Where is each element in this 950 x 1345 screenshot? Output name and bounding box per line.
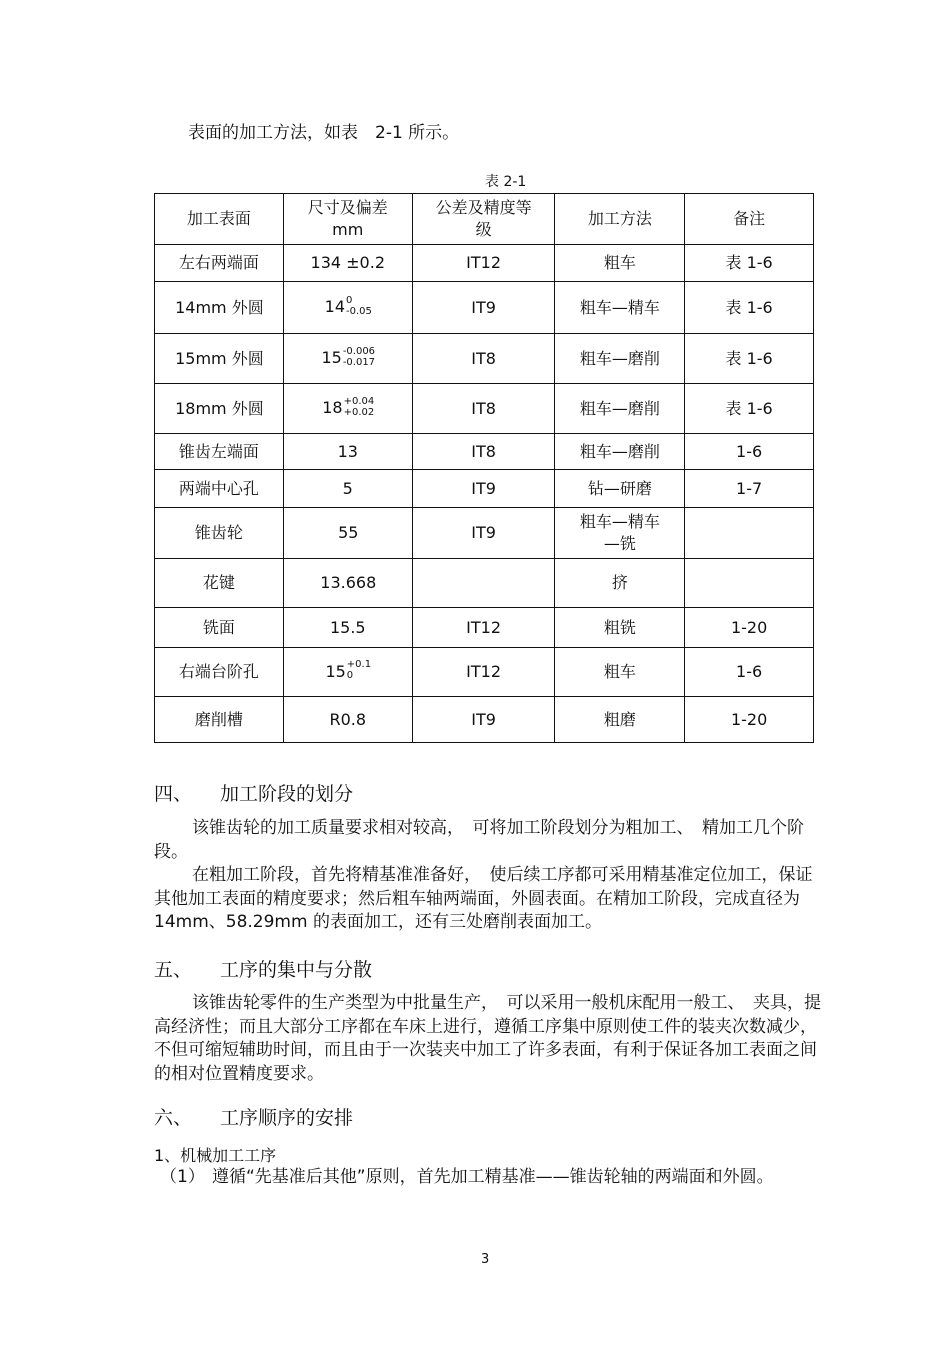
cell-grade: IT9 <box>412 697 555 743</box>
cell-surface: 铣面 <box>155 608 284 648</box>
cell-note: 1-20 <box>685 608 814 648</box>
cell-grade: IT8 <box>412 334 555 384</box>
cell-note: 表 1-6 <box>685 334 814 384</box>
cell-method: 粗车—精车 —铣 <box>555 508 685 559</box>
cell-method: 粗车—精车 <box>555 282 685 334</box>
table-row <box>155 697 814 743</box>
cell-size: 15 +0.1 0 <box>283 648 412 697</box>
cell-size: 134 ±0.2 <box>283 245 412 282</box>
table-row <box>155 508 814 559</box>
table-row <box>155 648 814 697</box>
cell-method: 粗车 <box>555 648 685 697</box>
cell-method: 粗车—磨削 <box>555 384 685 434</box>
cell-grade: IT12 <box>412 608 555 648</box>
cell-size: 14 0 -0.05 <box>283 282 412 334</box>
table-row <box>155 434 814 470</box>
paragraph: 该锥齿轮的加工质量要求相对较高， 可将加工阶段划分为粗加工、 精加工几个阶段。 <box>154 818 804 862</box>
cell-surface: 锥齿左端面 <box>155 434 284 470</box>
cell-size: 13 <box>283 434 412 470</box>
cell-surface: 锥齿轮 <box>155 508 284 559</box>
header-cell: 公差及精度等 级 <box>412 194 555 245</box>
cell-method: 粗铣 <box>555 608 685 648</box>
table-row <box>155 245 814 282</box>
tolerance: -0.006 -0.017 <box>342 345 376 368</box>
cell-size: 5 <box>283 470 412 508</box>
cell-note: 表 1-6 <box>685 245 814 282</box>
cell-note: 1-6 <box>685 434 814 470</box>
list-item: （1） 遵循“先基准后其他”原则，首先加工精基准——锥齿轮轴的两端面和外圆。 <box>160 1167 774 1187</box>
cell-size: R0.8 <box>283 697 412 743</box>
cell-surface: 右端台阶孔 <box>155 648 284 697</box>
cell-note: 表 1-6 <box>685 282 814 334</box>
cell-grade: IT9 <box>412 508 555 559</box>
cell-size: 13.668 <box>283 559 412 608</box>
cell-grade: IT8 <box>412 384 555 434</box>
cell-grade: IT9 <box>412 470 555 508</box>
cell-grade: IT9 <box>412 282 555 334</box>
table-caption: 表 2-1 <box>485 174 527 190</box>
cell-note: 表 1-6 <box>685 384 814 434</box>
section-4-body <box>154 817 826 935</box>
cell-note: 1-6 <box>685 648 814 697</box>
table-row <box>155 282 814 334</box>
table-header-row <box>155 194 814 245</box>
cell-method: 钻—研磨 <box>555 470 685 508</box>
cell-grade: IT12 <box>412 245 555 282</box>
cell-note <box>685 508 814 559</box>
cell-grade: IT8 <box>412 434 555 470</box>
section-heading-4: 四、 加工阶段的划分 <box>154 783 354 805</box>
cell-surface: 15mm 外圆 <box>155 334 284 384</box>
cell-size: 15 -0.006 -0.017 <box>283 334 412 384</box>
table-row <box>155 608 814 648</box>
section-heading-5: 五、 工序的集中与分散 <box>154 959 373 981</box>
table-row <box>155 384 814 434</box>
header-cell: 备注 <box>685 194 814 245</box>
cell-size: 55 <box>283 508 412 559</box>
subheading: 1、机械加工工序 <box>154 1146 277 1165</box>
header-cell: 加工表面 <box>155 194 284 245</box>
paragraph: 该锥齿轮零件的生产类型为中批量生产， 可以采用一般机床配用一般工、 夹具，提高经济性；而且大部分工序都在车床上进行，遵循工序集中原则使工件的装夹次数减少，不但可缩短辅助时间，而且由于一次装夹中加工了许多表面，有利于保证各加工表面之间的相对位置精度要求。 <box>154 993 821 1084</box>
cell-surface: 18mm 外圆 <box>155 384 284 434</box>
cell-surface: 两端中心孔 <box>155 470 284 508</box>
table-row <box>155 470 814 508</box>
cell-grade <box>412 559 555 608</box>
paragraph: 在粗加工阶段，首先将精基准准备好， 使后续工序都可采用精基准定位加工，保证其他加工表面的精度要求；然后粗车轴两端面，外圆表面。在精加工阶段，完成直径为 14mm、58.29mm 的表面加工，还有三处磨削表面加工。 <box>154 865 817 932</box>
intro-text: 表面的加工方法，如表 2-1 所示。 <box>188 123 460 143</box>
header-cell: 加工方法 <box>555 194 685 245</box>
table-row <box>155 559 814 608</box>
cell-method: 粗车—磨削 <box>555 434 685 470</box>
table-row <box>155 334 814 384</box>
cell-grade: IT12 <box>412 648 555 697</box>
cell-method: 粗车—磨削 <box>555 334 685 384</box>
section-5-body <box>154 992 826 1086</box>
page-number: 3 <box>481 1252 490 1267</box>
cell-surface: 14mm 外圆 <box>155 282 284 334</box>
cell-method: 粗车 <box>555 245 685 282</box>
cell-size: 18 +0.04 +0.02 <box>283 384 412 434</box>
cell-method: 挤 <box>555 559 685 608</box>
cell-method: 粗磨 <box>555 697 685 743</box>
cell-surface: 磨削槽 <box>155 697 284 743</box>
tolerance: +0.04 +0.02 <box>343 395 375 418</box>
tolerance: 0 -0.05 <box>346 294 372 317</box>
cell-size: 15.5 <box>283 608 412 648</box>
cell-note: 1-20 <box>685 697 814 743</box>
cell-note: 1-7 <box>685 470 814 508</box>
tolerance: +0.1 0 <box>346 659 372 682</box>
header-cell: 尺寸及偏差 mm <box>283 194 412 245</box>
cell-surface: 左右两端面 <box>155 245 284 282</box>
cell-note <box>685 559 814 608</box>
cell-surface: 花键 <box>155 559 284 608</box>
process-table <box>154 193 814 743</box>
section-heading-6: 六、 工序顺序的安排 <box>154 1107 354 1129</box>
